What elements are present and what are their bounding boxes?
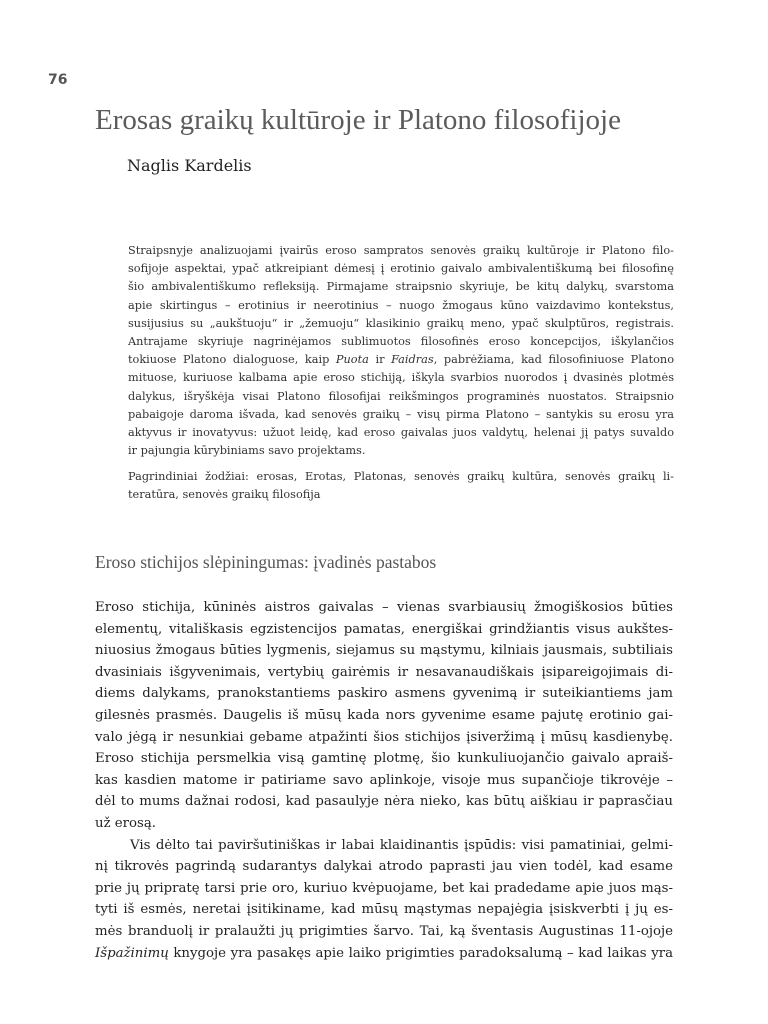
body-line: [95, 943, 673, 965]
abstract-line: Straipsnyje analizuojami įvairūs eroso sampratos senovės graikų kultūroje ir Platono filo-: [128, 244, 674, 257]
body-line: nį tikrovės pagrindą sudarantys dalykai atrodo paprasti jau vien todėl, kad esame: [95, 859, 673, 875]
abstract-line: susijusius su „aukštuoju“ ir „žemuoju“ klasikinio graikų meno, ypač skulptūros, registrais.: [128, 316, 674, 330]
author-name: Naglis Kardelis: [127, 156, 252, 175]
body-text: [95, 597, 673, 964]
keywords-line: teratūra, senovės graikų filosofija: [128, 488, 321, 502]
body-line: mės branduolį ir pralaužti jų prigimties šarvo. Tai, ką šventasis Augustinas 11-ojoje: [95, 923, 673, 939]
page-number: 76: [48, 72, 68, 88]
abstract: [128, 242, 674, 460]
abstract-text: tokiuose Platono dialoguose, kaip: [128, 353, 336, 367]
article-title: Erosas graikų kultūroje ir Platono filosofijoje: [95, 104, 621, 136]
abstract-line: ir pajungia kūrybiniams savo projektams.: [128, 444, 366, 458]
abstract-text: , pabrėžiama, kad filosofiniuose Platono: [433, 353, 674, 367]
abstract-line: dalykus, išryškėja visai Platono filosofijai reikšmingos programinės nuostatos. Straipsnio: [128, 389, 674, 403]
body-line: dėl to mums dažnai rodosi, kad pasaulyje nėra nieko, kas būtų aiškiau ir paprasčiau: [95, 794, 673, 810]
body-line: dvasiniais išgyvenimais, vertybių gairėmis ir nesavanaudiškais įsipareigojimais di-: [95, 664, 673, 680]
abstract-line: sofijoje aspektai, ypač atkreipiant dėmesį į erotinio gaivalo ambivalentiškumą bei filosofinę: [128, 262, 674, 276]
section-heading: Eroso stichijos slėpiningumas: įvadinės pastabos: [95, 552, 437, 572]
body-line: kas kasdien matome ir patiriame savo aplinkoje, visoje mus supančioje tikrovėje –: [95, 772, 673, 788]
keywords: [128, 468, 674, 504]
keywords-line: Pagrindiniai žodžiai: erosas, Erotas, Platonas, senovės graikų kultūra, senovės graikų li-: [128, 470, 674, 483]
abstract-line: mituose, kuriuose kalbama apie eroso stichiją, iškyla svarbios nuorodos į dvasinės plotmės: [128, 371, 674, 385]
abstract-italic-title: Puota: [335, 353, 369, 367]
body-line: elementų, vitališkasis egzistencijos pamatas, energiškai grindžiantis visus aukštes-: [95, 621, 673, 637]
body-line: valo jėgą ir nesunkiai gebame atpažinti šios stichijos įsiveržimą į mūsų kasdienybę.: [95, 729, 673, 745]
body-italic-title: Išpažinimų: [95, 945, 169, 961]
abstract-line: pabaigoje daroma išvada, kad senovės graikų – visų pirma Platono – santykis su erosu yra: [128, 407, 674, 421]
body-line: diems dalykams, pranokstantiems paskiro asmens gyvenimą ir suteikiantiems jam: [95, 686, 673, 702]
body-text-run: knygoje yra pasakęs apie laiko prigimties paradoksalumą – kad laikas yra: [168, 945, 673, 961]
body-line: Vis dėlto tai paviršutiniškas ir labai klaidinantis įspūdis: visi pamatiniai, gelmi-: [130, 837, 673, 853]
abstract-line: šio ambivalentiškumo refleksiją. Pirmajame straipsnio skyriuje, be kitų dalykų, svarstoma: [128, 280, 674, 294]
abstract-line: apie skirtingus – erotinius ir neerotinius – nuogo žmogaus kūno vaizdavimo kontekstus,: [128, 298, 674, 312]
body-line: prie jų pripratę tarsi prie oro, kuriuo kvėpuojame, bet kai pradedame apie juos mąs-: [95, 880, 673, 896]
body-line: tyti iš esmės, neretai įsitikiname, kad mūsų mąstymas nepajėgia įsiskverbti į jų es-: [95, 902, 673, 918]
abstract-line: [128, 351, 674, 369]
body-line: Eroso stichija persmelkia visą gamtinę plotmę, šio kunkuliuojančio gaivalo apraiš-: [95, 751, 673, 767]
abstract-italic-title: Faidras: [391, 353, 434, 367]
body-line: gilesnės prasmės. Daugelis iš mūsų kada nors gyvenime esame pajutę erotinio gai-: [95, 707, 673, 723]
abstract-line: Antrajame skyriuje nagrinėjamos sublimuotos filosofinės eroso koncepcijos, iškylančios: [128, 335, 674, 349]
body-line: už erosą.: [95, 815, 157, 831]
body-line: Eroso stichija, kūninės aistros gaivalas – vienas svarbiausių žmogiškosios būties: [95, 600, 673, 615]
body-line: niuosius žmogaus būties lygmenis, siejamus su mąstymu, kilniais jausmais, subtiliais: [95, 643, 673, 659]
abstract-line: aktyvus ir inovatyvus: užuot leidę, kad eroso gaivalas juos valdytų, helenai jį patys suvaldo: [128, 426, 674, 440]
abstract-text: ir: [368, 353, 392, 367]
